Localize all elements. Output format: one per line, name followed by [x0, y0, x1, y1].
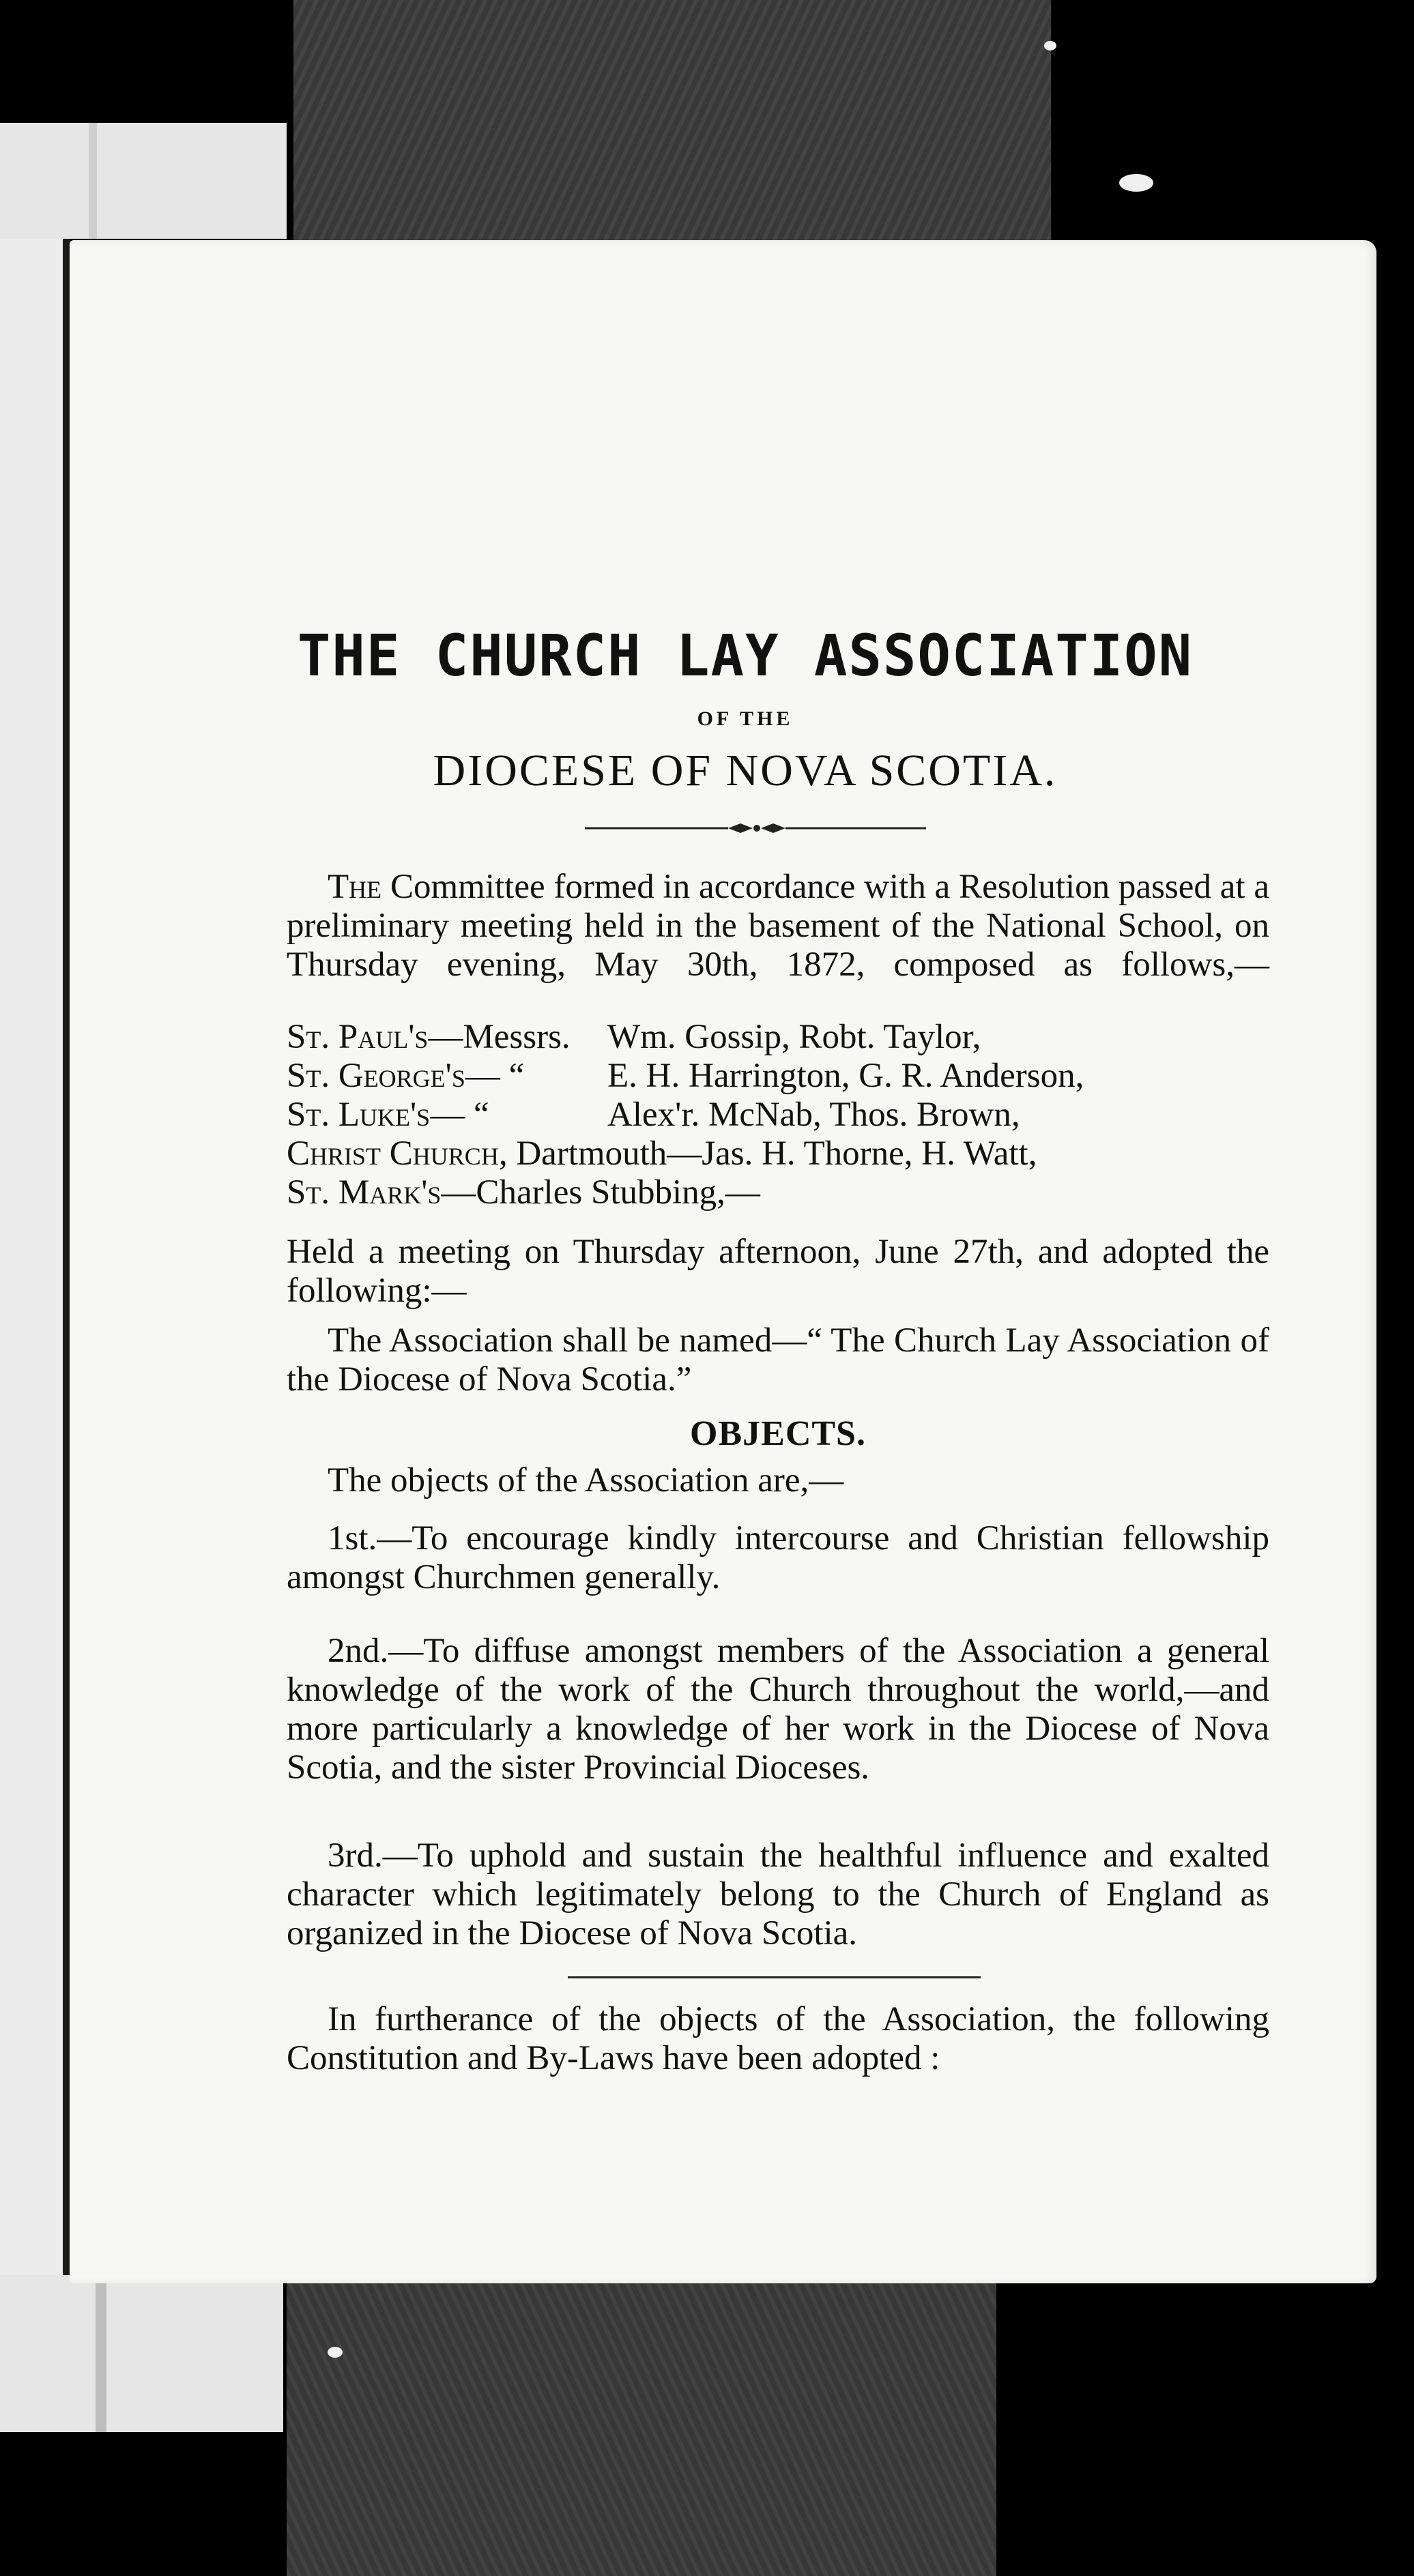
member-separator: —Messrs. — [428, 1018, 571, 1056]
member-names: Wm. Gossip, Robt. Taylor, — [607, 1018, 981, 1056]
scan-speck — [1119, 174, 1153, 192]
furtherance-paragraph: In furtherance of the objects of the Association, the following Constitution and By-Laws have been adopted : — [287, 2000, 1269, 2077]
document-subtitle: DIOCESE OF NOVA SCOTIA. — [433, 746, 1058, 795]
member-row — [287, 1135, 1269, 1173]
scan-speck — [1044, 41, 1056, 50]
member-separator: — “ — [430, 1096, 489, 1134]
committee-paragraph — [287, 868, 1269, 984]
church-name: St. Paul's — [287, 1018, 429, 1056]
binding-tab-bottom — [0, 2275, 283, 2432]
meeting-text: Held a meeting on Thursday afternoon, June 27th, and adopted the following:— — [287, 1233, 1269, 1310]
church-name: St. Mark's — [287, 1173, 442, 1212]
member-row — [287, 1096, 1269, 1135]
scan-speck — [328, 2347, 343, 2358]
member-row — [287, 1018, 1269, 1057]
committee-members — [287, 1018, 1269, 1212]
church-name: St. Luke's — [287, 1096, 431, 1134]
scanner-backdrop-top — [293, 0, 1051, 246]
member-separator: , Dartmouth—Jas. H. Thorne, H. Watt, — [498, 1135, 1037, 1173]
meeting-paragraph — [287, 1233, 1269, 1311]
adjacent-page-edge — [0, 239, 70, 2279]
member-row — [287, 1057, 1269, 1096]
member-names: Alex'r. McNab, Thos. Brown, — [607, 1096, 1020, 1134]
object-item: 1st.—To encourage kindly intercourse and Christian fellowship amongst Churchmen generally. — [287, 1519, 1269, 1596]
object-item: 3rd.—To uphold and sustain the healthful influence and exalted character which legitimately belong to the Church of England as organized in the Diocese of Nova Scotia. — [287, 1836, 1269, 1952]
title-connector: OF THE — [697, 707, 794, 730]
church-name: St. George's — [287, 1057, 465, 1095]
binding-tab-top — [0, 123, 287, 239]
committee-text: Committee formed in accordance with a Resolution passed at a preliminary meeting held in the basement of the National School, on Thursday evening, May 30th, 1872, composed as follows,— — [287, 868, 1269, 984]
member-separator: —Charles Stubbing,— — [441, 1173, 760, 1212]
object-item: 2nd.—To diffuse amongst members of the Association a general knowledge of the work of the Church throughout the world,—and more particularly a knowledge of her work in the Diocese of Nova Scotia, and the sister Provincial Dioceses. — [287, 1632, 1269, 1787]
church-name: Christ Church — [287, 1135, 499, 1173]
committee-lead: The — [328, 868, 382, 906]
member-names: E. H. Harrington, G. R. Anderson, — [607, 1057, 1084, 1095]
member-separator: — “ — [465, 1057, 525, 1095]
name-paragraph: The Association shall be named—“ The Church Lay Association of the Diocese of Nova Scotia.” — [287, 1321, 1269, 1399]
objects-intro: The objects of the Association are,— — [328, 1461, 844, 1499]
section-divider — [568, 1976, 981, 1978]
scanner-backdrop-bottom — [287, 2272, 996, 2576]
document-page — [70, 240, 1376, 2283]
document-title: THE CHURCH LAY ASSOCIATION — [297, 622, 1194, 689]
member-row — [287, 1173, 1269, 1212]
title-ornament-rule — [585, 820, 926, 836]
objects-heading: OBJECTS. — [690, 1414, 866, 1453]
